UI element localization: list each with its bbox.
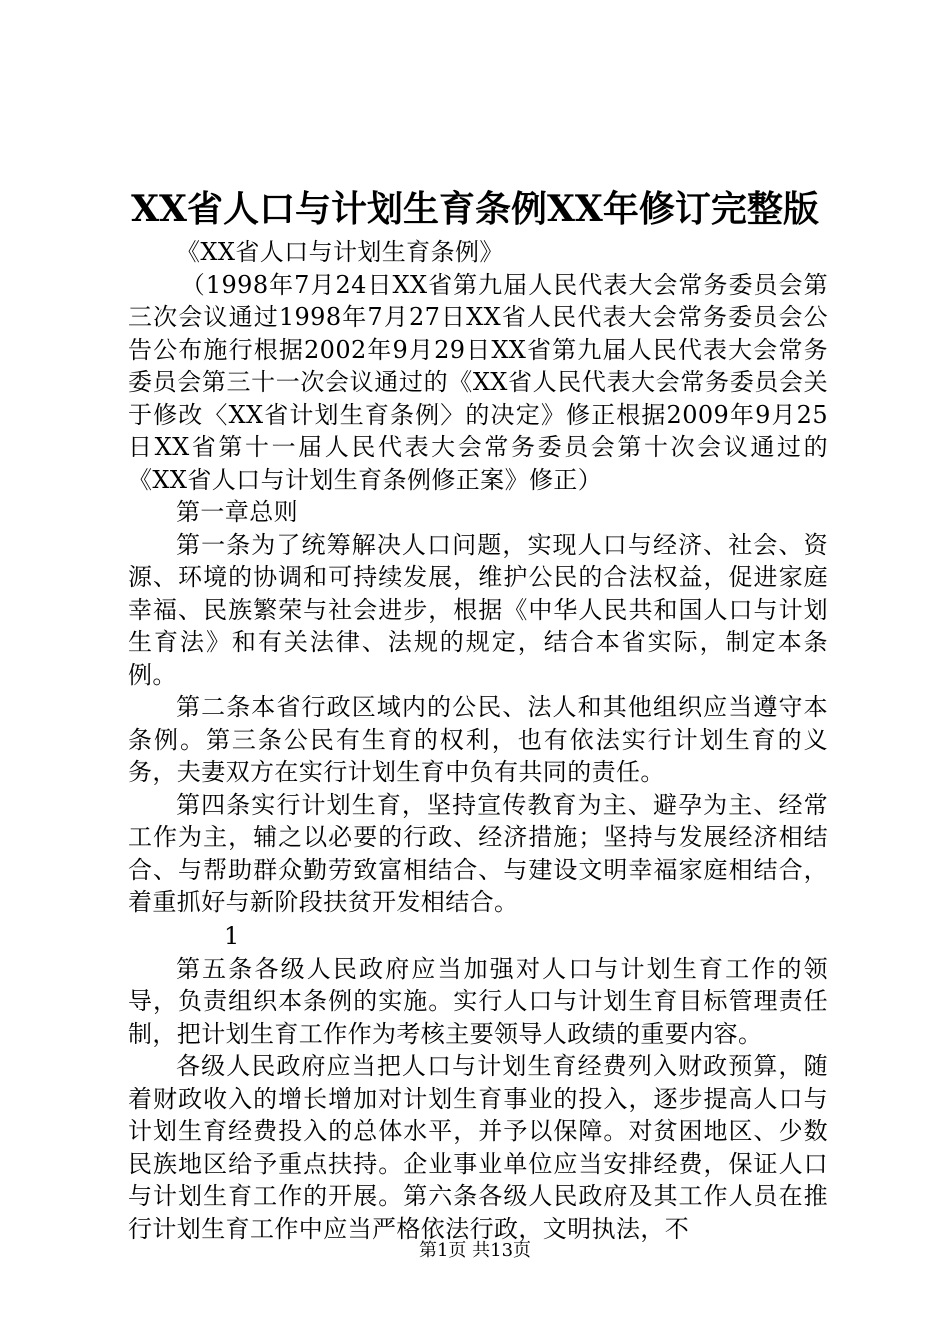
document-body	[128, 236, 828, 1245]
article-1-paragraph: 第一条为了统筹解决人口问题，实现人口与经济、社会、资源、环境的协调和可持续发展，维护公民的合法权益，促进家庭幸福、民族繁荣与社会进步，根据《中华人民共和国人口与计划生育法》和有关法律、法规的规定，结合本省实际，制定本条例。	[128, 530, 828, 689]
enactment-history-paragraph: （1998年7月24日XX省第九届人民代表大会常务委员会第三次会议通过1998年7月27日XX省人民代表大会常务委员会公告公布施行根据2002年9月29日XX省第九届人民代表大会常务委员会第三十一次会议通过的《XX省人民代表大会常务委员会关于修改〈XX省计划生育条例〉的决定》修正根据2009年9月25日XX省第十一届人民代表大会常务委员会第十次会议通过的《XX省人口与计划生育条例修正案》修正）	[128, 270, 828, 494]
article-4-paragraph: 第四条实行计划生育，坚持宣传教育为主、避孕为主、经常工作为主，辅之以必要的行政、经济措施；坚持与发展经济相结合、与帮助群众勤劳致富相结合、与建设文明幸福家庭相结合，着重抓好与新阶段扶贫开发相结合。	[128, 790, 828, 916]
inline-page-number: 1	[224, 921, 240, 950]
article-5-paragraph: 第五条各级人民政府应当加强对人口与计划生育工作的领导，负责组织本条例的实施。实行人口与计划生育目标管理责任制，把计划生育工作作为考核主要领导人政绩的重要内容。	[128, 954, 828, 1048]
article-2-3-paragraph: 第二条本省行政区域内的公民、法人和其他组织应当遵守本条例。第三条公民有生育的权利，也有依法实行计划生育的义务，夫妻双方在实行计划生育中负有共同的责任。	[128, 693, 828, 786]
funding-paragraph: 各级人民政府应当把人口与计划生育经费列入财政预算，随着财政收入的增长增加对计划生育事业的投入，逐步提高人口与计划生育经费投入的总体水平，并予以保障。对贫困地区、少数民族地区给予重点扶持。企业事业单位应当安排经费，保证人口与计划生育工作的开展。第六条各级人民政府及其工作人员在推行计划生育工作中应当严格依法行政，文明执法，不	[128, 1052, 828, 1243]
document-title: XX省人口与计划生育条例XX年修订完整版	[131, 188, 819, 230]
chapter-heading: 第一章总则	[176, 498, 298, 526]
page-footer: 第1页 共13页	[418, 1240, 532, 1261]
law-name-paragraph: 《XX省人口与计划生育条例》	[176, 238, 504, 266]
